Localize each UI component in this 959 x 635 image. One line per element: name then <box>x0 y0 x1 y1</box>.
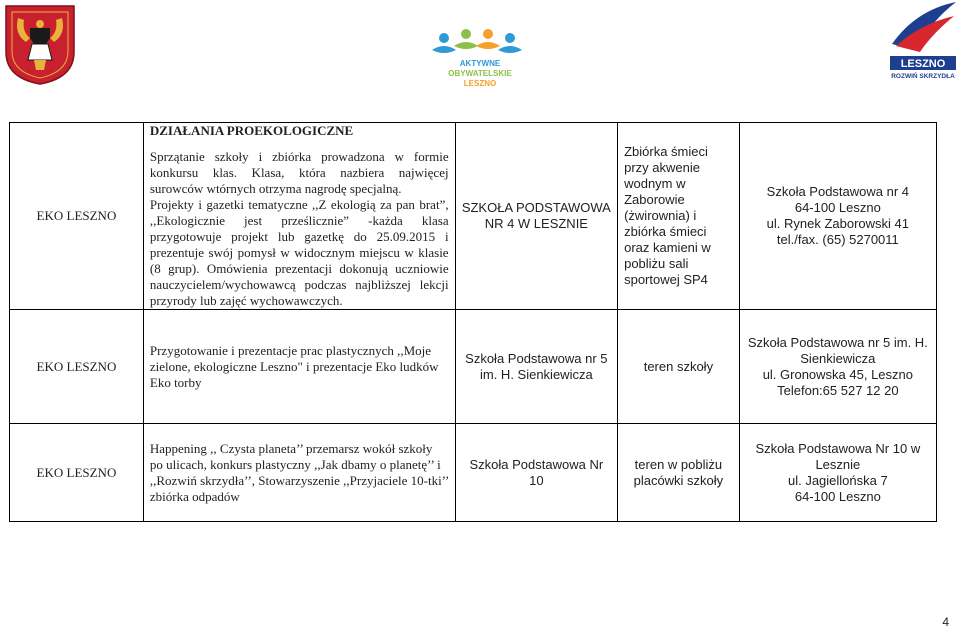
row-place: Zbiórka śmieci przy akwenie wodnym w Zaborowie (żwirownia) i zbiórka śmieci oraz kamieni w pobliżu sali sportowej SP4 <box>624 144 711 287</box>
row-description: Happening ,, Czysta planeta’’ przemarsz wokół szkoły po ulicach, konkurs plastyczny ,,Jak dbamy o planetę’’ i ,,Rozwiń skrzydła’’, Stowarzyszenie ,,Przyjaciele 10-tki’’ zbiórka odpadów <box>149 440 449 504</box>
row-name: EKO LESZNO <box>36 464 117 480</box>
row-place: teren szkoły <box>643 358 714 374</box>
row-organizer: SZKOŁA PODSTAWOWA NR 4 W LESZNIE <box>461 200 611 231</box>
row-description: Przygotowanie i prezentacje prac plastycznych ,,Moje zielone, ekologiczne Leszno" i prezentacje Eko ludków Eko torby <box>149 342 439 390</box>
row-name-cell <box>10 310 144 424</box>
aktywne-line2: OBYWATELSKIE <box>448 69 512 78</box>
page-number: 4 <box>942 615 949 629</box>
row-contact-cell <box>739 123 936 310</box>
table-row <box>10 310 937 424</box>
row-contact-line2: ul. Jagiellońska 7 <box>787 472 888 488</box>
leszno-logo-name: LESZNO <box>900 58 946 70</box>
row-organizer: Szkoła Podstawowa nr 5 im. H. Sienkiewicza <box>465 350 608 382</box>
row-description-cell <box>143 424 455 522</box>
aktywne-line3: LESZNO <box>463 79 497 88</box>
row-organizer-cell <box>455 424 618 522</box>
header-logos <box>0 0 959 110</box>
table-row <box>10 123 937 310</box>
row-description-part2: Projekty i gazetki tematyczne ,,Z ekologią za pan brat”, ,,Ekologicznie jest prześlicznie” -każda klasa przygotowuje projekt lub gazetkę do 25.09.2015 i prezentuje swój pomysł w widocznym miejscu w klasie (8 grup). Omówienia prezentacji dokonują uczniowie nauczycielem/wychowawcą podczas najbliższej lekcji przyrody lub zajęć wychowawczych. <box>149 197 449 308</box>
row-contact-cell <box>739 424 936 522</box>
row-name-cell <box>10 424 144 522</box>
row-contact-line1: Szkoła Podstawowa Nr 10 w Lesznie <box>755 440 921 472</box>
row-organizer-cell <box>455 310 618 424</box>
row-contact-line2: 64-100 Leszno <box>794 200 881 215</box>
row-name: EKO LESZNO <box>36 358 117 374</box>
leszno-rozwin-skrzydla-logo <box>886 0 959 80</box>
table-row <box>10 424 937 522</box>
row-name: EKO LESZNO <box>36 208 117 223</box>
row-place-cell <box>618 123 740 310</box>
row-contact-line3: ul. Rynek Zaborowski 41 <box>766 216 910 231</box>
row-organizer-cell <box>455 123 618 310</box>
row-place-cell <box>618 310 740 424</box>
row-place: teren w pobliżu placówki szkoły <box>633 456 724 488</box>
events-table <box>9 122 937 522</box>
row-organizer: Szkoła Podstawowa Nr 10 <box>469 456 604 488</box>
leszno-crest-logo <box>4 4 76 86</box>
row-description-cell <box>143 310 455 424</box>
row-contact-line3: 64-100 Leszno <box>794 488 881 504</box>
row-contact-cell <box>739 310 936 424</box>
row-contact-line1: Szkoła Podstawowa nr 4 <box>766 184 910 199</box>
aktywne-line1: AKTYWNE <box>459 59 501 68</box>
row-contact-line4: tel./fax. (65) 5270011 <box>776 232 899 247</box>
row-place-cell <box>618 424 740 522</box>
row-contact-line2: ul. Gronowska 45, Leszno <box>762 366 913 382</box>
row-description-cell <box>143 123 455 310</box>
row-name-cell <box>10 123 144 310</box>
row-contact-line1: Szkoła Podstawowa nr 5 im. H. Sienkiewicza <box>747 334 928 366</box>
row-contact-line3: Telefon:65 527 12 20 <box>777 382 899 398</box>
section-heading: DZIAŁANIA PROEKOLOGICZNE <box>149 123 354 138</box>
aktywne-obywatelskie-logo <box>420 26 540 92</box>
row-description-part1: Sprzątanie szkoły i zbiórka prowadzona w formie konkursu klas. Klasa, która nazbiera najwięcej surowców wtórnych otrzyma nagrodę specjalną. <box>149 149 449 196</box>
leszno-logo-slogan: ROZWIŃ SKRZYDŁA <box>891 73 955 80</box>
